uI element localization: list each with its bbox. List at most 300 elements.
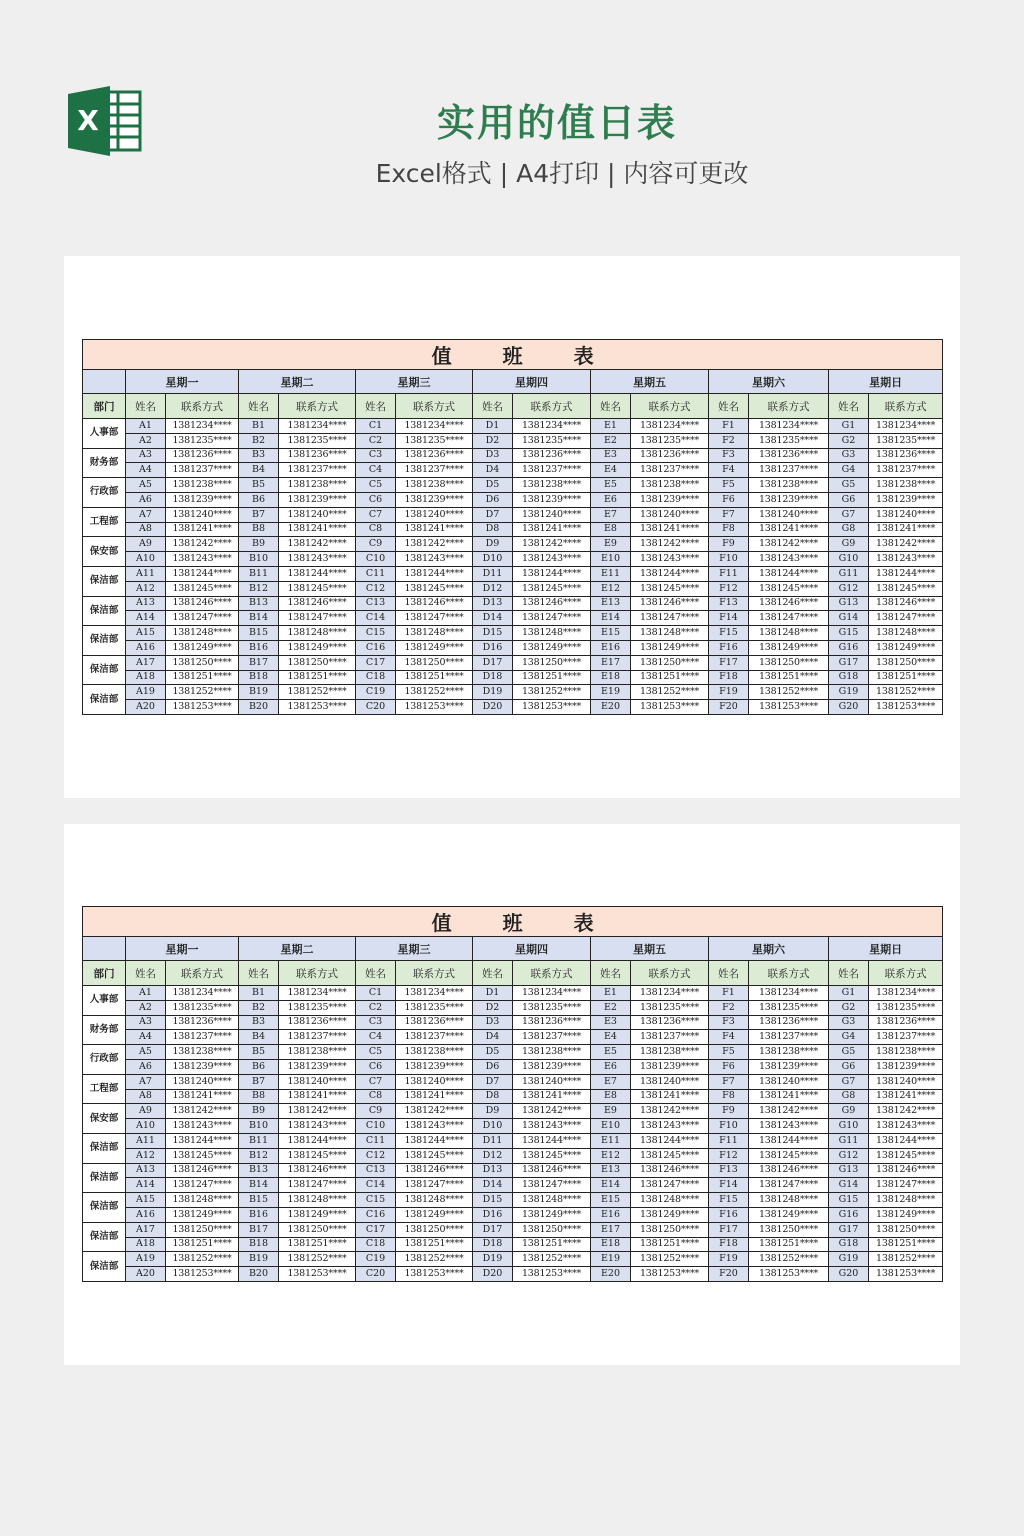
name-cell: A8 [126,522,166,537]
name-cell: G14 [829,611,869,626]
phone-cell: 1381250**** [513,655,591,670]
name-cell: C5 [356,1045,396,1060]
name-cell: G15 [829,1193,869,1208]
name-cell: F2 [709,433,749,448]
name-cell: F6 [709,1059,749,1074]
dept-cell: 保洁部 [83,1133,126,1163]
phone-cell: 1381249**** [279,1207,356,1222]
name-cell: D15 [473,626,513,641]
day-header: 星期五 [591,370,709,394]
phone-cell: 1381247**** [869,611,943,626]
name-cell: B14 [239,611,279,626]
phone-cell: 1381247**** [631,611,709,626]
phone-header: 联系方式 [279,961,356,986]
name-cell: A13 [126,596,166,611]
phone-cell: 1381242**** [513,537,591,552]
table-title: 值 班 表 [83,907,943,937]
phone-cell: 1381245**** [513,581,591,596]
phone-cell: 1381246**** [396,596,473,611]
phone-cell: 1381238**** [749,478,829,493]
dept-cell: 保洁部 [83,596,126,626]
phone-cell: 1381251**** [869,1237,943,1252]
day-header: 星期六 [709,937,829,961]
name-cell: C11 [356,1133,396,1148]
phone-cell: 1381235**** [749,433,829,448]
name-cell: E9 [591,537,631,552]
phone-cell: 1381244**** [869,566,943,581]
phone-cell: 1381252**** [396,1252,473,1267]
phone-cell: 1381253**** [279,700,356,715]
name-cell: D6 [473,1059,513,1074]
name-cell: F7 [709,1074,749,1089]
name-cell: A10 [126,552,166,567]
name-cell: F19 [709,685,749,700]
phone-cell: 1381241**** [513,1089,591,1104]
phone-cell: 1381234**** [279,419,356,434]
svg-text:X: X [77,104,99,137]
name-cell: F10 [709,552,749,567]
phone-cell: 1381243**** [513,1119,591,1134]
phone-cell: 1381240**** [869,507,943,522]
name-cell: C12 [356,1148,396,1163]
name-cell: A2 [126,1000,166,1015]
name-cell: F1 [709,986,749,1001]
name-cell: E11 [591,1133,631,1148]
table-row [83,1119,943,1134]
table-row [83,700,943,715]
dept-cell: 保洁部 [83,685,126,715]
phone-cell: 1381245**** [749,1148,829,1163]
dept-cell: 保洁部 [83,1252,126,1282]
name-cell: C18 [356,1237,396,1252]
name-cell: C7 [356,1074,396,1089]
phone-cell: 1381236**** [279,448,356,463]
sheet-preview-2 [64,824,960,1365]
name-cell: G13 [829,1163,869,1178]
phone-cell: 1381250**** [166,1222,239,1237]
table-row [83,685,943,700]
dept-cell: 保安部 [83,1104,126,1134]
phone-cell: 1381246**** [513,1163,591,1178]
phone-cell: 1381248**** [749,626,829,641]
phone-cell: 1381235**** [396,433,473,448]
name-cell: D3 [473,1015,513,1030]
table-row [83,655,943,670]
phone-cell: 1381239**** [631,1059,709,1074]
phone-cell: 1381239**** [513,492,591,507]
phone-cell: 1381250**** [749,655,829,670]
name-cell: F8 [709,1089,749,1104]
phone-cell: 1381243**** [396,552,473,567]
table-row [83,552,943,567]
name-cell: F15 [709,1193,749,1208]
phone-cell: 1381242**** [869,537,943,552]
name-cell: C10 [356,1119,396,1134]
table-row [83,1222,943,1237]
table-row [83,1000,943,1015]
phone-cell: 1381251**** [749,1237,829,1252]
table-row [83,463,943,478]
phone-cell: 1381249**** [513,640,591,655]
dept-cell: 保洁部 [83,1163,126,1193]
corner-cell [83,937,126,961]
name-cell: E7 [591,507,631,522]
name-cell: G20 [829,1267,869,1282]
name-cell: C14 [356,611,396,626]
name-cell: C3 [356,1015,396,1030]
phone-cell: 1381239**** [396,492,473,507]
phone-cell: 1381251**** [749,670,829,685]
phone-cell: 1381242**** [749,1104,829,1119]
table-row [83,419,943,434]
name-cell: C6 [356,492,396,507]
phone-cell: 1381238**** [396,1045,473,1060]
name-cell: F9 [709,1104,749,1119]
phone-cell: 1381252**** [279,685,356,700]
phone-header: 联系方式 [869,394,943,419]
name-cell: G15 [829,626,869,641]
phone-cell: 1381243**** [631,1119,709,1134]
phone-cell: 1381251**** [869,670,943,685]
phone-cell: 1381248**** [279,1193,356,1208]
phone-cell: 1381251**** [166,670,239,685]
name-cell: B17 [239,655,279,670]
name-cell: C5 [356,478,396,493]
phone-cell: 1381246**** [513,596,591,611]
name-cell: D20 [473,700,513,715]
name-cell: G17 [829,1222,869,1237]
name-cell: A2 [126,433,166,448]
dept-cell: 保洁部 [83,566,126,596]
name-cell: D16 [473,640,513,655]
name-cell: A6 [126,1059,166,1074]
name-cell: C16 [356,640,396,655]
dept-cell: 保洁部 [83,626,126,656]
name-cell: F20 [709,1267,749,1282]
phone-cell: 1381235**** [631,433,709,448]
phone-cell: 1381237**** [166,1030,239,1045]
phone-cell: 1381244**** [631,1133,709,1148]
name-cell: C1 [356,419,396,434]
name-cell: A15 [126,626,166,641]
phone-cell: 1381243**** [166,1119,239,1134]
phone-cell: 1381248**** [513,1193,591,1208]
phone-cell: 1381244**** [513,1133,591,1148]
phone-header: 联系方式 [749,394,829,419]
phone-cell: 1381253**** [513,1267,591,1282]
name-cell: D9 [473,537,513,552]
name-cell: C14 [356,1178,396,1193]
name-cell: B3 [239,448,279,463]
phone-cell: 1381246**** [869,596,943,611]
phone-cell: 1381247**** [631,1178,709,1193]
table-row [83,986,943,1001]
phone-cell: 1381245**** [869,1148,943,1163]
name-cell: E11 [591,566,631,581]
phone-cell: 1381250**** [396,1222,473,1237]
phone-cell: 1381238**** [513,478,591,493]
name-cell: B7 [239,1074,279,1089]
name-cell: B10 [239,552,279,567]
phone-cell: 1381250**** [166,655,239,670]
name-cell: G9 [829,1104,869,1119]
name-cell: B14 [239,1178,279,1193]
name-cell: G12 [829,581,869,596]
phone-cell: 1381252**** [749,685,829,700]
name-header: 姓名 [473,961,513,986]
day-header: 星期二 [239,370,356,394]
phone-cell: 1381244**** [513,566,591,581]
phone-cell: 1381251**** [279,670,356,685]
phone-cell: 1381236**** [396,448,473,463]
name-cell: G10 [829,552,869,567]
phone-cell: 1381252**** [869,1252,943,1267]
phone-cell: 1381252**** [513,1252,591,1267]
phone-cell: 1381237**** [166,463,239,478]
name-cell: G14 [829,1178,869,1193]
name-cell: E20 [591,700,631,715]
table-row [83,1148,943,1163]
name-header: 姓名 [709,961,749,986]
phone-cell: 1381235**** [869,433,943,448]
phone-cell: 1381240**** [749,507,829,522]
phone-cell: 1381252**** [749,1252,829,1267]
phone-cell: 1381252**** [513,685,591,700]
table-row [83,1267,943,1282]
phone-cell: 1381252**** [631,685,709,700]
phone-cell: 1381235**** [513,433,591,448]
name-cell: G16 [829,1207,869,1222]
phone-cell: 1381249**** [396,640,473,655]
phone-header: 联系方式 [869,961,943,986]
phone-cell: 1381242**** [749,537,829,552]
name-cell: B7 [239,507,279,522]
phone-cell: 1381235**** [749,1000,829,1015]
phone-cell: 1381235**** [396,1000,473,1015]
phone-cell: 1381240**** [396,1074,473,1089]
table-row [83,507,943,522]
phone-cell: 1381245**** [869,581,943,596]
name-cell: C8 [356,1089,396,1104]
phone-cell: 1381251**** [513,670,591,685]
name-cell: A5 [126,478,166,493]
phone-cell: 1381245**** [631,581,709,596]
name-cell: A11 [126,1133,166,1148]
name-cell: C16 [356,1207,396,1222]
dept-cell: 工程部 [83,1074,126,1104]
name-cell: F15 [709,626,749,641]
name-cell: B4 [239,1030,279,1045]
phone-cell: 1381237**** [513,1030,591,1045]
name-cell: A12 [126,581,166,596]
phone-header: 联系方式 [396,961,473,986]
name-cell: B2 [239,433,279,448]
name-cell: B19 [239,685,279,700]
name-cell: F14 [709,611,749,626]
phone-cell: 1381239**** [631,492,709,507]
phone-cell: 1381239**** [513,1059,591,1074]
phone-cell: 1381243**** [869,1119,943,1134]
phone-cell: 1381234**** [166,419,239,434]
name-cell: A14 [126,1178,166,1193]
name-cell: A6 [126,492,166,507]
name-cell: A16 [126,640,166,655]
phone-cell: 1381247**** [279,1178,356,1193]
name-cell: B1 [239,419,279,434]
name-cell: D4 [473,463,513,478]
phone-cell: 1381248**** [396,1193,473,1208]
name-cell: E15 [591,626,631,641]
phone-cell: 1381242**** [631,537,709,552]
name-cell: D8 [473,1089,513,1104]
phone-cell: 1381248**** [631,626,709,641]
dept-cell: 行政部 [83,478,126,508]
name-cell: A7 [126,1074,166,1089]
name-cell: A4 [126,1030,166,1045]
phone-cell: 1381245**** [279,1148,356,1163]
phone-cell: 1381243**** [166,552,239,567]
phone-cell: 1381234**** [166,986,239,1001]
phone-cell: 1381244**** [396,1133,473,1148]
phone-cell: 1381244**** [279,1133,356,1148]
name-cell: A7 [126,507,166,522]
name-cell: C10 [356,552,396,567]
name-cell: A13 [126,1163,166,1178]
day-header: 星期一 [126,937,239,961]
phone-cell: 1381247**** [869,1178,943,1193]
phone-cell: 1381253**** [279,1267,356,1282]
phone-cell: 1381242**** [396,1104,473,1119]
name-header: 姓名 [356,961,396,986]
name-cell: E4 [591,463,631,478]
name-cell: E14 [591,611,631,626]
phone-cell: 1381248**** [869,1193,943,1208]
name-cell: B10 [239,1119,279,1134]
name-cell: D7 [473,1074,513,1089]
name-cell: C12 [356,581,396,596]
name-cell: E8 [591,1089,631,1104]
name-cell: D13 [473,596,513,611]
name-cell: D16 [473,1207,513,1222]
phone-cell: 1381235**** [279,433,356,448]
phone-cell: 1381253**** [513,700,591,715]
dept-header: 部门 [83,394,126,419]
phone-cell: 1381248**** [166,626,239,641]
name-cell: D7 [473,507,513,522]
name-cell: D18 [473,670,513,685]
phone-cell: 1381247**** [279,611,356,626]
name-cell: E17 [591,1222,631,1237]
phone-cell: 1381242**** [631,1104,709,1119]
name-cell: B11 [239,566,279,581]
table-row [83,581,943,596]
phone-cell: 1381245**** [396,581,473,596]
name-cell: E14 [591,1178,631,1193]
table-row [83,670,943,685]
phone-cell: 1381237**** [749,463,829,478]
name-cell: B16 [239,640,279,655]
phone-cell: 1381241**** [166,1089,239,1104]
name-cell: E10 [591,552,631,567]
name-cell: F3 [709,1015,749,1030]
name-cell: D15 [473,1193,513,1208]
phone-cell: 1381251**** [631,670,709,685]
phone-cell: 1381240**** [166,1074,239,1089]
phone-cell: 1381240**** [166,507,239,522]
name-cell: A1 [126,986,166,1001]
table-row [83,1237,943,1252]
phone-cell: 1381243**** [749,552,829,567]
phone-cell: 1381247**** [166,611,239,626]
name-cell: E5 [591,1045,631,1060]
name-cell: A10 [126,1119,166,1134]
table-row [83,596,943,611]
name-cell: F18 [709,670,749,685]
phone-cell: 1381249**** [396,1207,473,1222]
phone-header: 联系方式 [749,961,829,986]
phone-cell: 1381252**** [166,1252,239,1267]
name-cell: E2 [591,1000,631,1015]
phone-cell: 1381246**** [749,1163,829,1178]
name-cell: G17 [829,655,869,670]
phone-cell: 1381236**** [631,448,709,463]
name-cell: G13 [829,596,869,611]
dept-header: 部门 [83,961,126,986]
name-cell: D12 [473,581,513,596]
table-row [83,1104,943,1119]
name-cell: A15 [126,1193,166,1208]
name-cell: C1 [356,986,396,1001]
name-cell: F18 [709,1237,749,1252]
phone-cell: 1381236**** [749,1015,829,1030]
phone-cell: 1381253**** [631,1267,709,1282]
phone-cell: 1381240**** [396,507,473,522]
phone-cell: 1381236**** [166,448,239,463]
table-row [83,566,943,581]
name-cell: F1 [709,419,749,434]
name-cell: B6 [239,1059,279,1074]
phone-cell: 1381242**** [396,537,473,552]
dept-cell: 行政部 [83,1045,126,1075]
day-header: 星期三 [356,937,473,961]
name-cell: D1 [473,419,513,434]
name-cell: G1 [829,419,869,434]
phone-cell: 1381234**** [869,419,943,434]
phone-cell: 1381237**** [631,463,709,478]
name-cell: B3 [239,1015,279,1030]
phone-cell: 1381247**** [513,1178,591,1193]
name-header: 姓名 [709,394,749,419]
name-cell: C15 [356,626,396,641]
phone-cell: 1381241**** [869,1089,943,1104]
phone-cell: 1381253**** [396,700,473,715]
phone-cell: 1381242**** [279,1104,356,1119]
phone-cell: 1381244**** [396,566,473,581]
name-cell: G16 [829,640,869,655]
name-cell: E16 [591,1207,631,1222]
name-cell: A11 [126,566,166,581]
name-cell: F5 [709,478,749,493]
name-cell: B9 [239,537,279,552]
name-cell: F2 [709,1000,749,1015]
phone-cell: 1381237**** [279,1030,356,1045]
name-cell: C19 [356,685,396,700]
name-cell: C13 [356,596,396,611]
phone-cell: 1381237**** [631,1030,709,1045]
phone-header: 联系方式 [513,394,591,419]
name-cell: B8 [239,522,279,537]
name-cell: A1 [126,419,166,434]
